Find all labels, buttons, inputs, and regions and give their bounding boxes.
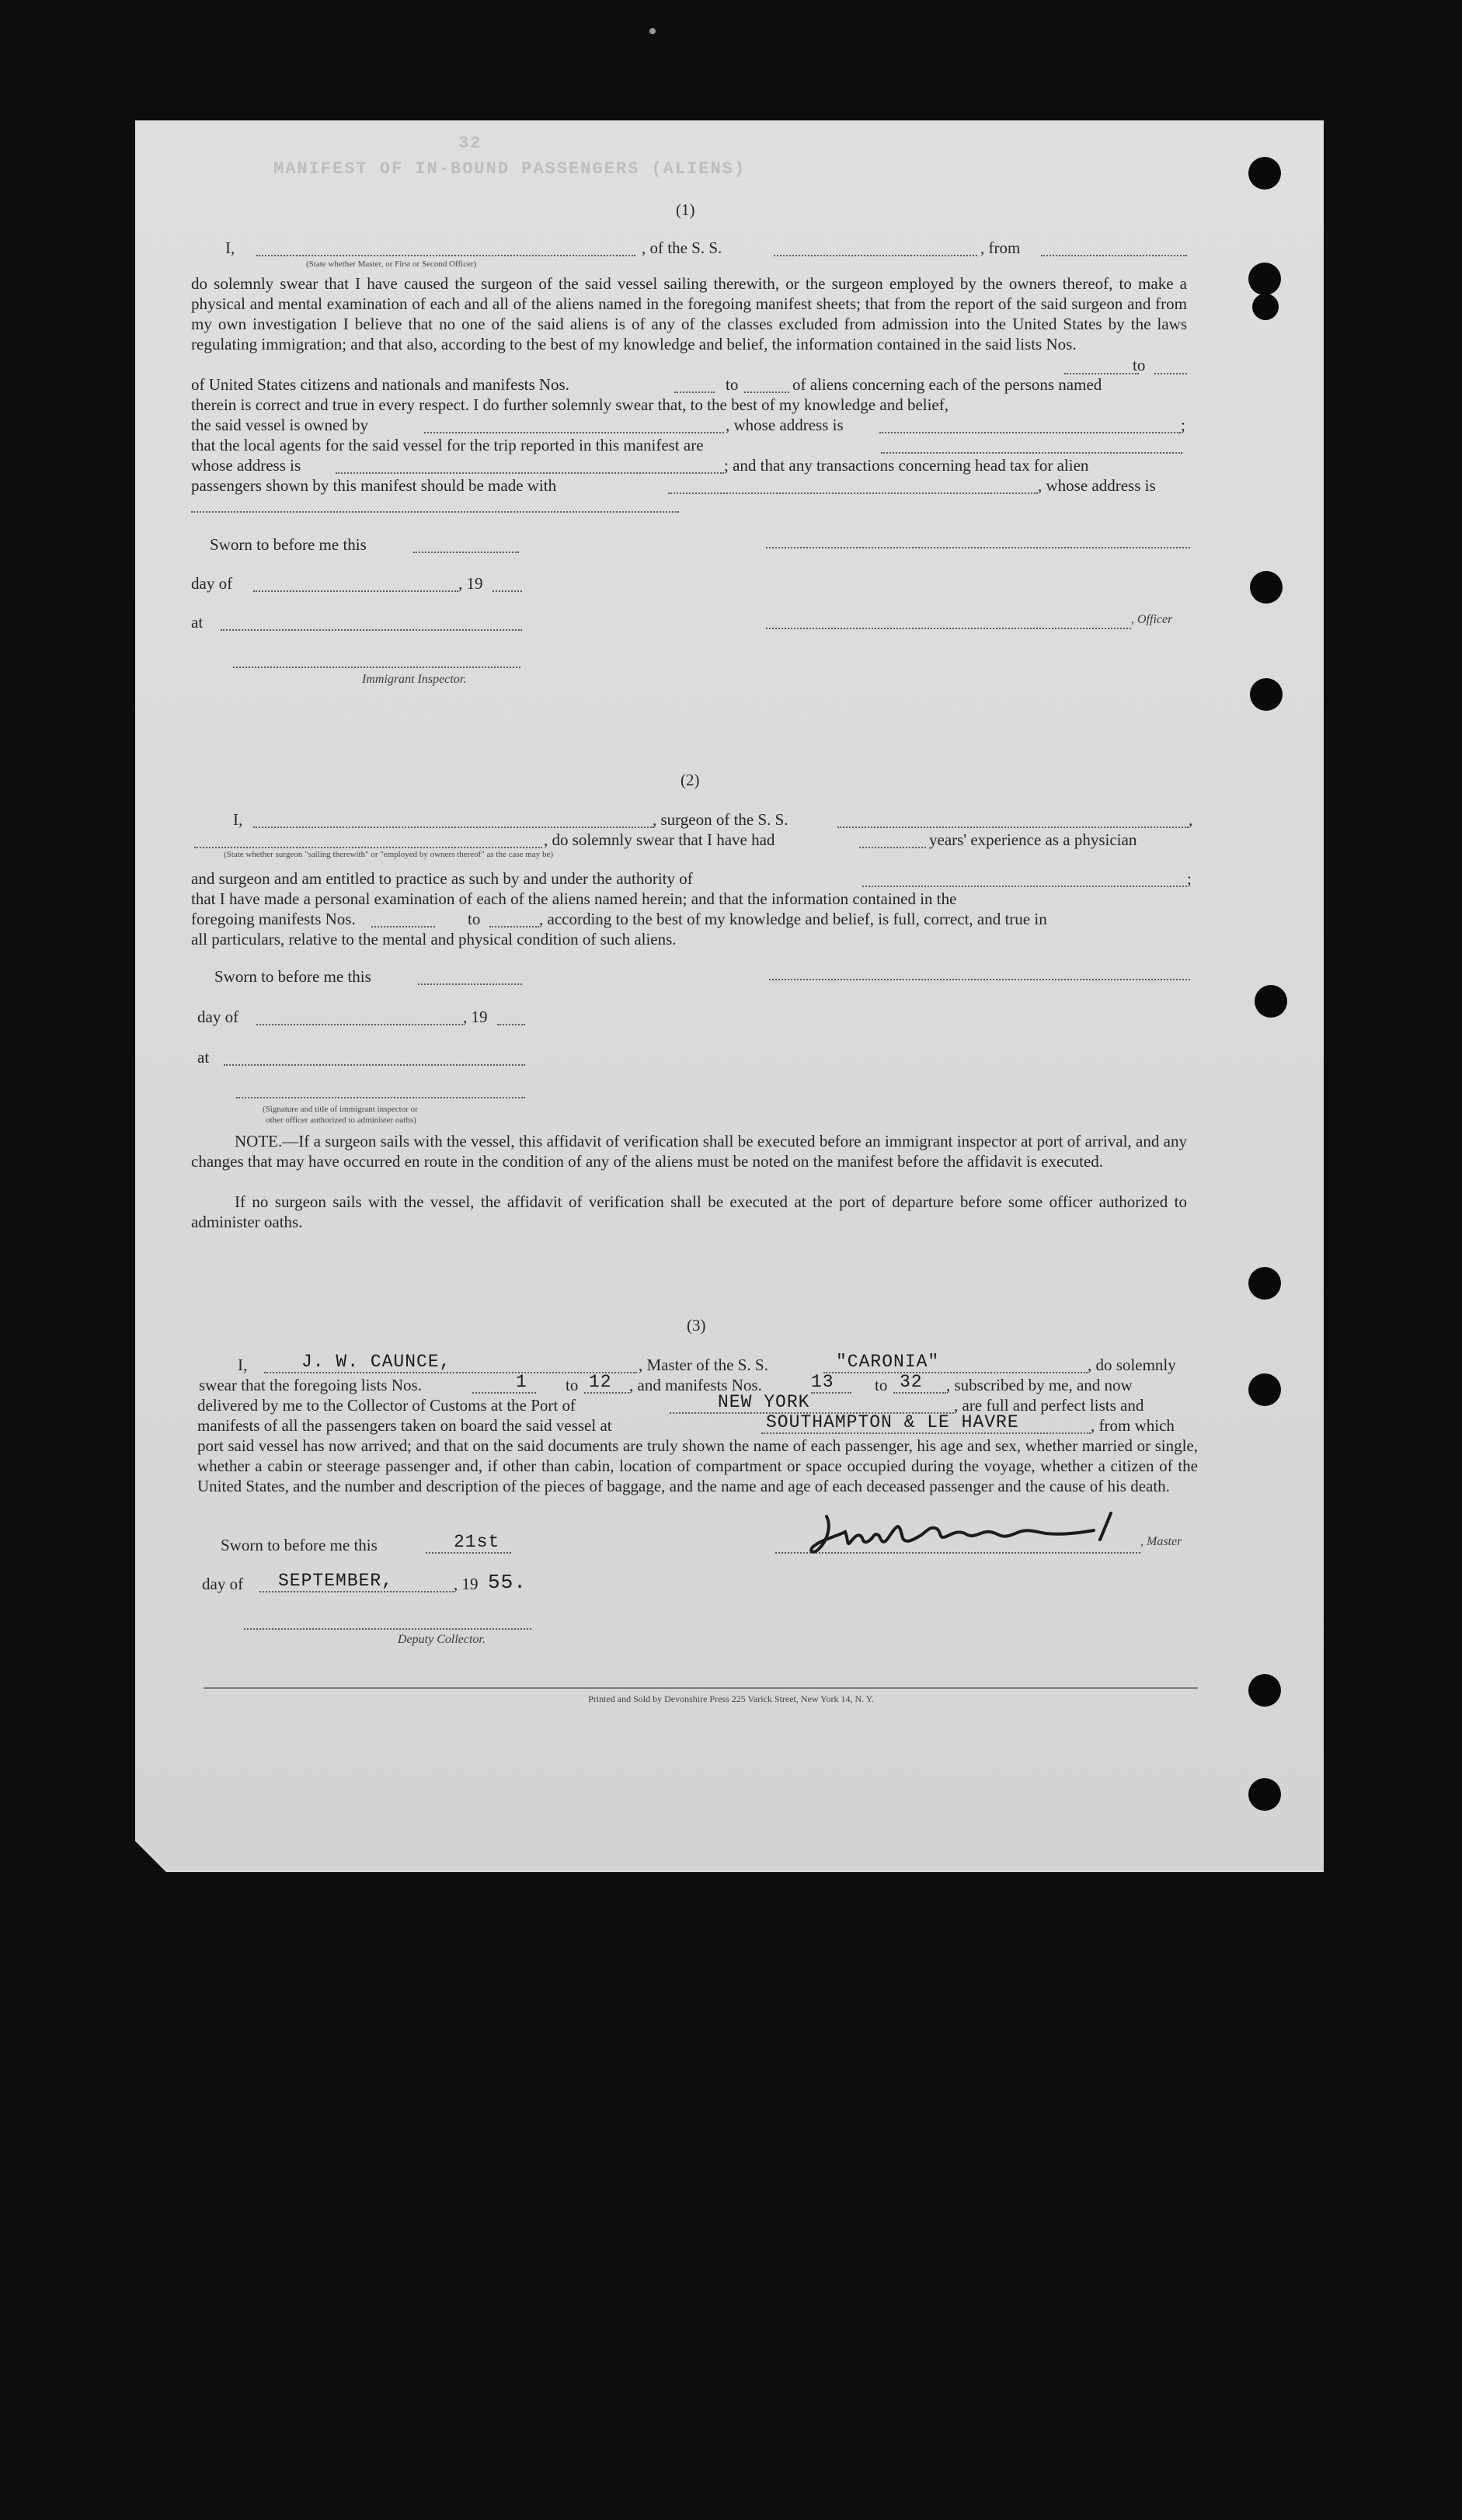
punch-hole: [1248, 1778, 1281, 1811]
s3-manifests-all: manifests of all the passengers taken on board the said vessel at: [197, 1416, 612, 1435]
s1-para1: do solemnly swear that I have caused the surgeon of the said vessel sailing therewith, or the surgeon employed by the owners thereof, to make a physical and mental examination of each and all of the aliens named in the foregoing manifest sheets; that from the report of the said surgeon and from my own investigation I believe that no one of the said aliens is of any of the classes excluded from admission into the United States by the laws regulating immigration; and that also, according to the best of my knowledge and belief, the information contained in the said lists Nos.: [191, 274, 1187, 353]
s1-headtax-agent-blank: [668, 493, 1038, 494]
s3-list-to-blank: [584, 1392, 629, 1394]
s1-agents-address-blank: [336, 472, 724, 474]
s2-day-blank: [256, 1024, 463, 1025]
s3-collector-label: Deputy Collector.: [398, 1633, 486, 1646]
punch-hole: [1250, 678, 1283, 711]
s1-of-ss: , of the S. S.: [642, 238, 722, 257]
s1-day-blank: [253, 590, 458, 592]
s2-authority-blank: [862, 886, 1187, 887]
ghost-header-text: MANIFEST OF IN-BOUND PASSENGERS (ALIENS): [273, 159, 747, 179]
s3-manifest-to-blank: [893, 1392, 946, 1394]
s1-officer-blank: [256, 255, 635, 256]
s3-manifest-to: 32: [900, 1372, 923, 1392]
s2-manifest-to-blank: [489, 926, 539, 928]
s2-sworn-blank: [418, 983, 522, 985]
s1-inspector-blank: [233, 667, 520, 668]
s3-day-of: day of: [202, 1575, 244, 1593]
s3-manifest-from-blank: [811, 1392, 851, 1394]
s1-para1c-line2: therein is correct and true in every respect. I do further solemnly swear that, to the best of my knowledge and belief,: [191, 395, 949, 414]
s2-authority: and surgeon and am entitled to practice as such by and under the authority of: [191, 869, 693, 888]
s1-head-tax: ; and that any transactions concerning head tax for alien: [724, 456, 1089, 475]
section-2-number: (2): [681, 771, 700, 789]
s1-whose-address-2: whose address is: [191, 456, 301, 475]
s2-manifests-nos: foregoing manifests Nos.: [191, 910, 356, 928]
s2-surgeon-signature-blank: [769, 979, 1190, 980]
s1-passengers: passengers shown by this manifest should be made with: [191, 476, 557, 495]
s3-oath-i: I,: [238, 1356, 248, 1374]
s3-solemnly: , do solemnly: [1088, 1356, 1176, 1374]
s2-manifest-from-blank: [371, 926, 435, 928]
s1-whose-address-3: , whose address is: [1038, 476, 1156, 495]
s2-surgeon-of: , surgeon of the S. S.: [653, 810, 788, 829]
s2-years: years' experience as a physician: [929, 830, 1137, 849]
s1-officer-caption: (State whether Master, or First or Second Officer): [306, 259, 477, 269]
s3-sworn-blank: [426, 1552, 511, 1554]
printer-imprint: Printed and Sold by Devonshire Press 225 Varick Street, New York 14, N. Y.: [588, 1693, 874, 1704]
s3-port: NEW YORK: [718, 1392, 810, 1412]
s3-master-name: J. W. CAUNCE,: [301, 1352, 451, 1372]
s2-para-c: all particulars, relative to the mental and physical condition of such aliens.: [191, 930, 677, 948]
s1-officer-title-blank: [766, 628, 1131, 629]
s2-oath-i: I,: [233, 810, 243, 829]
s1-year-blank: [493, 590, 522, 592]
s2-note-2: If no surgeon sails with the vessel, the affidavit of verification shall be executed at the port of departure before some officer authorized to administer oaths.: [191, 1192, 1187, 1231]
s3-month: SEPTEMBER,: [278, 1571, 394, 1591]
s3-sworn-day: 21st: [454, 1532, 500, 1552]
s1-from-blank: [1041, 255, 1187, 256]
s2-para-a: that I have made a personal examination of each of the aliens named herein; and that the information contained in the: [191, 889, 957, 908]
s3-collector-blank: [244, 1628, 531, 1630]
s3-delivered: delivered by me to the Collector of Customs at the Port of: [197, 1396, 576, 1415]
s3-master-blank: [264, 1372, 637, 1373]
s2-sworn: Sworn to before me this: [214, 967, 371, 986]
s2-vessel-blank: [837, 827, 1189, 828]
s3-para-rest: port said vessel has now arrived; and that on the said documents are truly shown the name of each passenger, his age and sex, whether married or single, whether a cabin or steerage passenger and, if other than cabin, location of compartment or space occupied during the voyage, whether a citizen of the United States, and the number and description of the pieces of baggage, and the name and age of each deceased passenger and the cause of his death.: [197, 1436, 1198, 1495]
s1-semicolon: ;: [1181, 416, 1185, 434]
s3-list-from-blank: [472, 1392, 536, 1394]
s2-solemnly: , do solemnly swear that I have had: [544, 830, 775, 849]
s3-departure-ports: SOUTHAMPTON & LE HAVRE: [766, 1412, 1019, 1432]
s1-headtax-address-blank: [191, 511, 679, 513]
s2-year: , 19: [463, 1008, 488, 1026]
s1-at-blank: [221, 629, 522, 631]
s2-at: at: [197, 1048, 210, 1067]
s1-vessel-blank: [774, 255, 977, 256]
s3-list-from: 1: [516, 1372, 527, 1392]
s2-para-b: , according to the best of my knowledge and belief, is full, correct, and true in: [539, 910, 1047, 928]
s3-list-to: 12: [589, 1372, 612, 1392]
section-1-number: (1): [676, 200, 695, 219]
s3-swear-lists: swear that the foregoing lists Nos.: [199, 1376, 422, 1394]
punch-hole: [1248, 1373, 1281, 1406]
s2-semicolon: ;: [1187, 869, 1192, 888]
s2-surgeon-name-blank: [253, 827, 654, 828]
s2-at-blank: [224, 1064, 525, 1066]
master-signature: [805, 1509, 1131, 1560]
s1-to-2: to: [726, 375, 739, 394]
s2-surgeon-type-blank: [194, 847, 542, 848]
s1-oath-i: I,: [225, 238, 235, 257]
s3-month-blank: [259, 1591, 454, 1592]
s1-owner-address-blank: [879, 432, 1181, 433]
s2-day-of: day of: [197, 1008, 239, 1026]
punch-hole: [1248, 157, 1281, 190]
s1-whose-address: , whose address is: [726, 416, 844, 434]
s3-year-suffix: 55.: [488, 1571, 527, 1594]
punch-hole: [1252, 294, 1279, 320]
top-marker: [649, 28, 656, 34]
folded-corner: [135, 1841, 166, 1872]
s1-from: , from: [980, 238, 1021, 257]
s2-caption: (State whether surgeon "sailing therewith" or "employed by owners thereof" as the case may be): [224, 850, 554, 859]
s2-sig-caption-2: other officer authorized to administer oaths): [266, 1116, 416, 1125]
s1-agents-blank: [881, 452, 1182, 454]
s1-para1c-start: of aliens concerning each of the persons named: [792, 375, 1102, 394]
punch-hole: [1248, 263, 1281, 295]
s3-from-which: , from which: [1091, 1416, 1175, 1435]
s1-manifest-from-blank: [674, 392, 715, 393]
s3-ship-name: "CARONIA": [836, 1352, 940, 1372]
s3-year-prefix: , 19: [454, 1575, 479, 1593]
s2-year-blank: [497, 1024, 525, 1025]
section-3-number: (3): [687, 1316, 706, 1335]
s1-manifest-to-blank: [744, 392, 789, 393]
s1-officer-label: , Officer: [1131, 613, 1173, 626]
s1-to: to: [1133, 356, 1146, 374]
s1-officer-signature-blank: [766, 547, 1190, 548]
s1-para1b: of United States citizens and nationals and manifests Nos.: [191, 375, 569, 394]
s1-owned-by: the said vessel is owned by: [191, 416, 369, 434]
s1-sworn: Sworn to before me this: [210, 535, 367, 554]
s3-master-label: , Master: [1140, 1535, 1182, 1548]
s3-manifests-nos: , and manifests Nos.: [629, 1376, 762, 1394]
s3-master-of: , Master of the S. S.: [639, 1356, 768, 1374]
s1-owner-blank: [424, 432, 724, 433]
s3-to-2: to: [875, 1376, 888, 1394]
s1-local-agents: that the local agents for the said vessel for the trip reported in this manifest are: [191, 436, 704, 454]
s2-sig-caption-1: (Signature and title of immigrant inspector or: [263, 1105, 418, 1114]
ghost-page-number: 32: [458, 134, 482, 153]
s3-to: to: [566, 1376, 579, 1394]
s1-at: at: [191, 613, 204, 632]
s2-years-blank: [859, 847, 926, 848]
s1-inspector-label: Immigrant Inspector.: [362, 673, 467, 686]
s2-to: to: [468, 910, 481, 928]
s2-comma: ,: [1189, 810, 1193, 829]
s3-ship-blank: [823, 1372, 1088, 1373]
s3-departure-blank: [761, 1432, 1091, 1434]
s3-subscribed: , subscribed by me, and now: [946, 1376, 1133, 1394]
punch-hole: [1248, 1267, 1281, 1300]
s1-year: , 19: [458, 574, 483, 593]
s1-sworn-blank: [413, 552, 519, 553]
s1-paragraph: [191, 273, 1187, 354]
s3-full-perfect: , are full and perfect lists and: [954, 1396, 1144, 1415]
footer-rule: [204, 1687, 1198, 1689]
s3-sworn: Sworn to before me this: [221, 1536, 378, 1554]
s1-day-of: day of: [191, 574, 233, 593]
s2-note-1: NOTE.—If a surgeon sails with the vessel, this affidavit of verification shall be executed before an immigrant inspector at port of arrival, and any changes that may have occurred en route in the condition of any of the aliens must be noted on the manifest before the affidavit is executed.: [191, 1132, 1187, 1171]
punch-hole: [1255, 985, 1287, 1018]
s2-inspector-blank: [236, 1097, 525, 1098]
s3-manifest-from: 13: [811, 1372, 834, 1392]
punch-hole: [1250, 571, 1283, 604]
